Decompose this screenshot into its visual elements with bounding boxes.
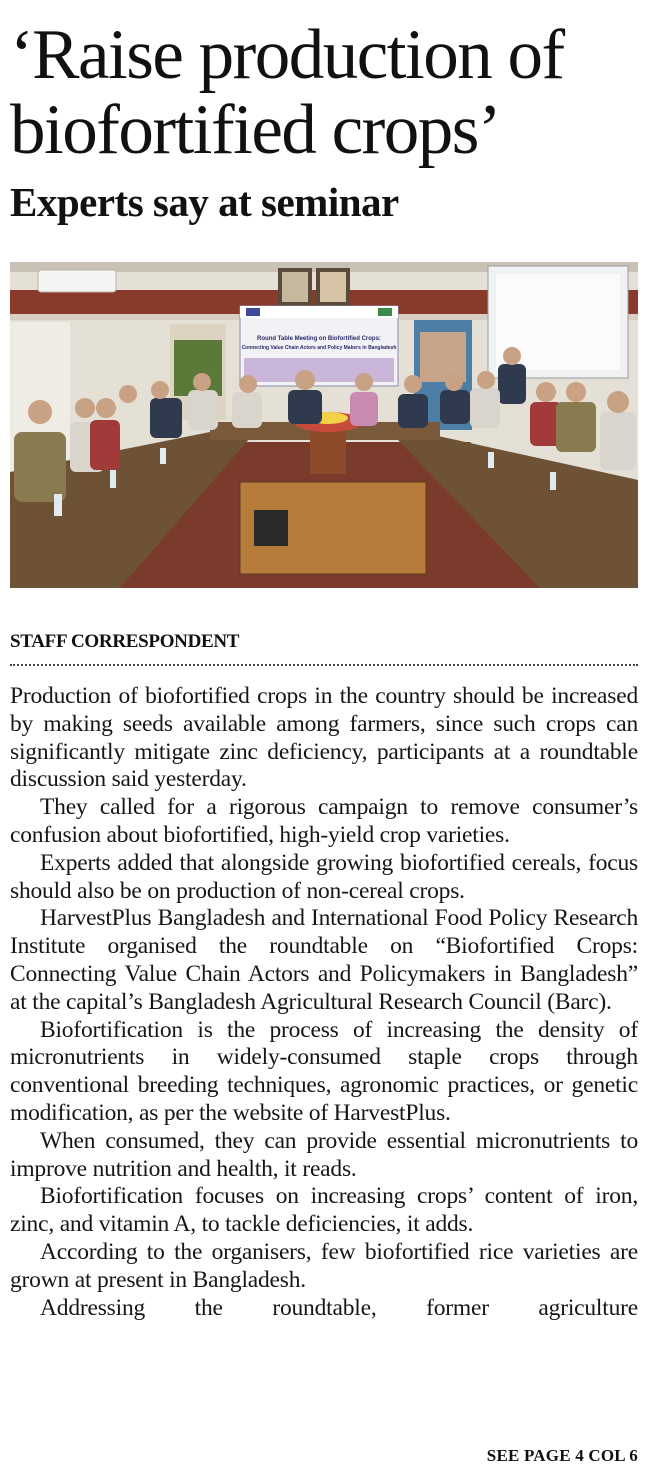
paragraph: Experts added that alongside growing biofortified cereals, focus should also be on production of non-cereal crops. [10,849,638,904]
svg-text:Round Table Meeting on Biofort: Round Table Meeting on Biofortified Crops: [257,336,381,342]
paragraph: Biofortification is the process of increasing the density of micronutrients in widely-consumed staple crops through conventional breeding techniques, agronomic practices, or genetic modification, as per the website of HarvestPlus. [10,1016,638,1126]
paragraph: Production of biofortified crops in the country should be increased by making seeds available among farmers, since such crops can significantly mitigate zinc deficiency, participants at a roundtable discussion said yesterday. [10,683,638,793]
paragraph: Addressing the roundtable, former agriculture [40,1294,638,1321]
article-photo [10,262,638,588]
svg-text:Connecting Value Chain Actors: Connecting Value Chain Actors and Policy Makers in Bangladesh [241,345,397,351]
paragraph: According to the organisers, few biofortified rice varieties are grown at present in Bangladesh. [10,1238,638,1293]
paragraph: HarvestPlus Bangladesh and International Food Policy Research Institute organised the roundtable on “Biofortified Crops: Connecting Value Chain Actors and Policymakers in Bangladesh” at the capital’s Bangladesh Agricultural Research Council (Barc). [10,905,638,1015]
jump-line[interactable]: SEE PAGE 4 COL 6 [486,1446,638,1465]
subheadline: Experts say at seminar [10,179,399,225]
byline-divider [10,664,638,666]
paragraph: Biofortification focuses on increasing crops’ content of iron, zinc, and vitamin A, to tackle deficiencies, it adds. [10,1183,638,1238]
paragraph: When consumed, they can provide essential micronutrients to improve nutrition and health, it reads. [10,1127,638,1182]
paragraph: They called for a rigorous campaign to remove consumer’s confusion about biofortified, high-yield crop varieties. [10,794,638,848]
headline: ‘Raise production of biofortified crops’ [10,16,564,169]
byline: STAFF CORRESPONDENT [10,631,240,652]
article-body [10,683,638,1322]
